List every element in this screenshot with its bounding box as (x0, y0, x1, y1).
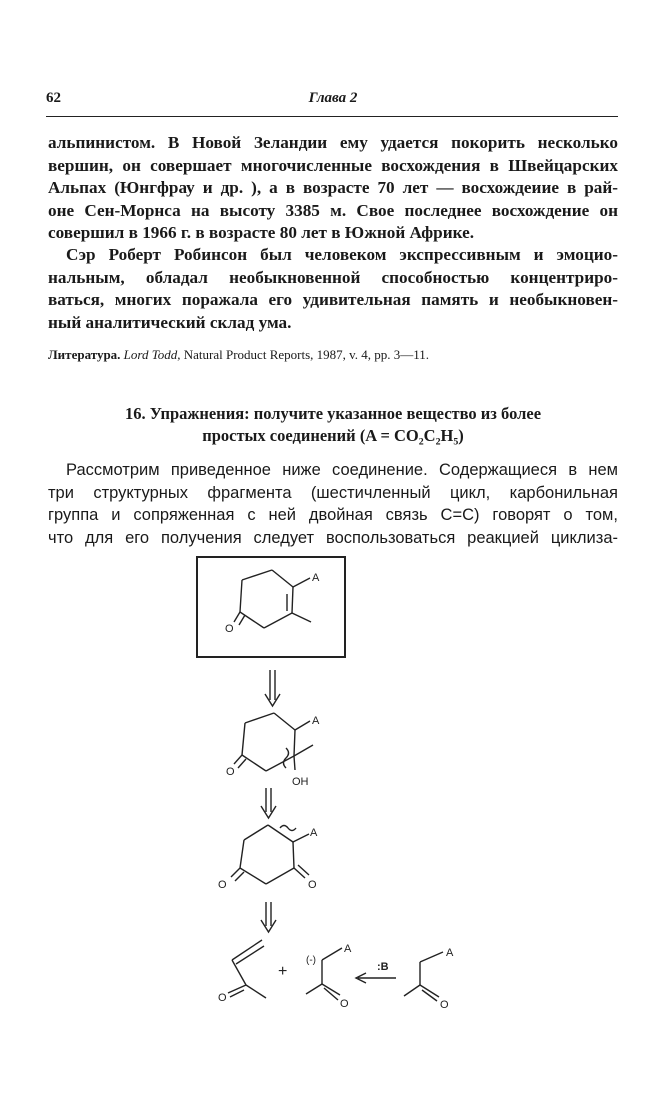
substituent-label: A (344, 943, 352, 955)
substituent-label: A (446, 947, 454, 959)
retrosynthesis-arrow-icon (261, 902, 276, 932)
page-number: 62 (46, 90, 61, 106)
chapter-title: Глава 2 (308, 90, 358, 106)
text-line: оне Сен-Морнса на высоту 3385 м. Свое последнее восхождение он (48, 200, 618, 220)
retrosynthesis-arrow-icon (265, 670, 280, 706)
oxygen-label: O (226, 766, 235, 778)
target-box (197, 557, 345, 657)
base-label: :B (377, 961, 389, 973)
text-line: вершин, он совершает многочисленные восхождения в Швейцарских (48, 155, 618, 175)
substituent-label: A (310, 827, 318, 839)
oxygen-label: O (225, 623, 234, 635)
substituent-label: A (312, 715, 320, 727)
oxygen-label: O (308, 879, 317, 891)
anion-charge-label: (-) (306, 955, 316, 966)
text-line: что для его получения следует воспользоваться реакцией циклиза- (48, 528, 618, 547)
carbanion-molecule (306, 943, 352, 1010)
text-line: нальным, обладал необыкновенной способностью концентриро- (48, 267, 618, 287)
text-line: совершил в 1966 г. в возрасте 80 лет в Южной Африке. (48, 223, 475, 243)
text-line: три структурных фрагмента (шестичленный цикл, карбонильная (48, 483, 618, 502)
precursor-molecule (404, 947, 454, 1011)
literature-author: Lord Todd, (123, 347, 181, 362)
oxygen-label: O (440, 999, 449, 1011)
oxygen-label: O (340, 998, 349, 1010)
section-heading-line: простых соединений (A = CO₂C₂H₅) (202, 426, 464, 445)
hydroxy-ketone-molecule (226, 713, 320, 788)
text-line: ваться, многих поражала его удивительная память и необыкновен- (48, 290, 618, 310)
literature-source: Natural Product Reports, 1987, v. 4, pp. 3—11. (183, 347, 430, 362)
diketone-molecule (218, 825, 318, 891)
enone-molecule (218, 940, 266, 1004)
plus-sign: + (278, 963, 288, 980)
text-line: группа и сопряженная с ней двойная связь C=C) говорят о том, (48, 506, 618, 525)
text-line: ный аналитический склад ума. (48, 312, 292, 332)
deprotonation-arrow-icon (356, 973, 396, 983)
target-molecule (225, 570, 320, 635)
literature-label: Литература. (48, 347, 121, 362)
section-heading-line: 16. Упражнения: получите указанное вещество из более (124, 404, 542, 423)
substituent-label: A (312, 572, 320, 584)
retrosynthesis-arrow-icon (261, 788, 276, 818)
oxygen-label: O (218, 879, 227, 891)
oxygen-label: O (218, 992, 227, 1004)
text-line: альпинистом. В Новой Зеландии ему удается покорить несколько (48, 133, 618, 152)
text-line: Альпах (Юнгфрау и др. ), а в возрасте 70 лет — восхождеиие в рай- (48, 178, 618, 198)
text-line: Сэр Роберт Робинсон был человеком экспрессивным и эмоцио- (66, 245, 618, 264)
text-line: Рассмотрим приведенное ниже соединение. Содержащиеся в нем (66, 461, 618, 479)
hydroxyl-label: OH (292, 776, 309, 788)
